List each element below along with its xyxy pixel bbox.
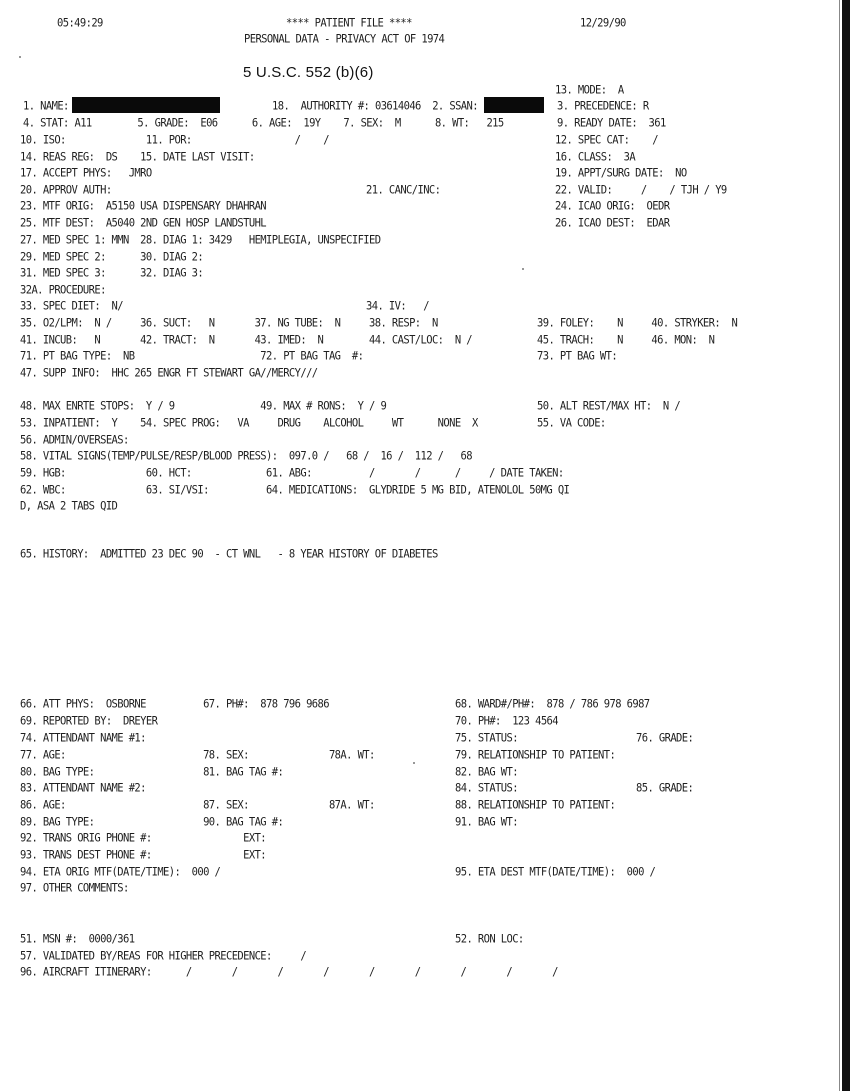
field-21-canc-inc: 21. CANC/INC: (366, 184, 441, 197)
row-o2-suct-ng-resp: 35. O2/LPM: N / 36. SUCT: N 37. NG TUBE: N 38. RESP: N (20, 317, 438, 330)
field-24-icao-orig: 24. ICAO ORIG: OEDR (555, 200, 670, 213)
field-33-spec-diet: 33. SPEC DIET: N/ (20, 300, 123, 313)
field-91-bag-wt: 91. BAG WT: (455, 816, 518, 829)
row-max-enrte-stops: 48. MAX ENRTE STOPS: Y / 9 49. MAX # RONS: Y / 9 (20, 400, 387, 413)
field-58-vital-signs: 58. VITAL SIGNS(TEMP/PULSE/RESP/BLOOD PRESS): 097.0 / 68 / 16 / 112 / 68 (20, 450, 473, 463)
row-att-phys: 66. ATT PHYS: OSBORNE 67. PH#: 878 796 9686 (20, 698, 329, 711)
row-med-spec-3: 31. MED SPEC 3: 32. DIAG 3: (20, 267, 204, 280)
field-69-reported-by: 69. REPORTED BY: DREYER (20, 715, 158, 728)
field-68-ward-ph: 68. WARD#/PH#: 878 / 786 978 6987 (455, 698, 650, 711)
field-97-other-comments: 97. OTHER COMMENTS: (20, 882, 129, 895)
row-attendant-1-bag: 80. BAG TYPE: 81. BAG TAG #: (20, 766, 284, 779)
field-57-validated-by: 57. VALIDATED BY/REAS FOR HIGHER PRECEDENCE: / (20, 950, 307, 963)
scan-edge-shadow (842, 0, 850, 1091)
field-1-name: 1. NAME: (23, 100, 69, 113)
row-attendant-1-age-sex-wt: 77. AGE: 78. SEX: 78A. WT: (20, 749, 375, 762)
field-9-ready-date: 9. READY DATE: 361 (557, 117, 666, 130)
field-19-appt-surg-date: 19. APPT/SURG DATE: NO (555, 167, 687, 180)
field-85-grade: 85. GRADE: (636, 782, 694, 795)
print-time: 05:49:29 (57, 17, 103, 30)
ssan-redaction (484, 97, 544, 113)
field-51-msn: 51. MSN #: 0000/361 (20, 933, 135, 946)
field-56-admin-overseas: 56. ADMIN/OVERSEAS: (20, 434, 129, 447)
field-70-ph: 70. PH#: 123 4564 (455, 715, 558, 728)
field-92-trans-orig-phone: 92. TRANS ORIG PHONE #: EXT: (20, 832, 267, 845)
field-65-history: 65. HISTORY: ADMITTED 23 DEC 90 - CT WNL - 8 YEAR HISTORY OF DIABETES (20, 548, 438, 561)
field-52-ron-loc: 52. RON LOC: (455, 933, 524, 946)
field-73-pt-bag-wt: 73. PT BAG WT: (537, 350, 618, 363)
field-74-attendant-1: 74. ATTENDANT NAME #1: (20, 732, 146, 745)
field-23-mtf-orig: 23. MTF ORIG: A5150 USA DISPENSARY DHAHRAN (20, 200, 267, 213)
medications-continued: D, ASA 2 TABS QID (20, 500, 118, 513)
field-82-bag-wt: 82. BAG WT: (455, 766, 518, 779)
field-88-relationship: 88. RELATIONSHIP TO PATIENT: (455, 799, 616, 812)
document-title: **** PATIENT FILE **** (286, 17, 412, 30)
field-13-mode: 13. MODE: A (555, 84, 624, 97)
field-76-grade: 76. GRADE: (636, 732, 694, 745)
row-wbc-medications: 62. WBC: 63. SI/VSI: 64. MEDICATIONS: GLYDRIDE 5 MG BID, ATENOLOL 50MG QI (20, 484, 570, 497)
field-84-status: 84. STATUS: (455, 782, 518, 795)
row-trach-mon: 45. TRACH: N 46. MON: N (537, 334, 715, 347)
field-34-iv: 34. IV: / (366, 300, 429, 313)
row-stat-grade-age-sex-wt: 4. STAT: A11 5. GRADE: E06 6. AGE: 19Y 7. SEX: M 8. WT: 215 (23, 117, 504, 130)
field-20-approv-auth: 20. APPROV AUTH: (20, 184, 112, 197)
field-32a-procedure: 32A. PROCEDURE: (20, 284, 106, 297)
field-95-eta-dest: 95. ETA DEST MTF(DATE/TIME): 000 / (455, 866, 656, 879)
field-12-spec-cat: 12. SPEC CAT: / (555, 134, 658, 147)
row-attendant-2-bag: 89. BAG TYPE: 90. BAG TAG #: (20, 816, 284, 829)
field-3-precedence: 3. PRECEDENCE: R (557, 100, 649, 113)
row-incub-tract-imed-cast: 41. INCUB: N 42. TRACT: N 43. IMED: N 44. CAST/LOC: N / (20, 334, 473, 347)
field-79-relationship: 79. RELATIONSHIP TO PATIENT: (455, 749, 616, 762)
row-inpatient-spec-prog: 53. INPATIENT: Y 54. SPEC PROG: VA DRUG ALCOHOL WT NONE X (20, 417, 478, 430)
field-47-supp-info: 47. SUPP INFO: HHC 265 ENGR FT STEWART GA//MERCY/// (20, 367, 318, 380)
field-18-authority: 18. AUTHORITY #: 03614046 2. SSAN: (272, 100, 478, 113)
print-date: 12/29/90 (580, 17, 626, 30)
scan-speck (413, 762, 415, 764)
field-83-attendant-2: 83. ATTENDANT NAME #2: (20, 782, 146, 795)
field-55-va-code: 55. VA CODE: (537, 417, 606, 430)
row-attendant-2-age-sex-wt: 86. AGE: 87. SEX: 87A. WT: (20, 799, 375, 812)
row-reas-reg: 14. REAS REG: DS 15. DATE LAST VISIT: (20, 151, 255, 164)
field-96-aircraft-itinerary: 96. AIRCRAFT ITINERARY: / / / / / / / / / (20, 966, 558, 979)
row-pt-bag-type: 71. PT BAG TYPE: NB 72. PT BAG TAG #: (20, 350, 364, 363)
field-93-trans-dest-phone: 93. TRANS DEST PHONE #: EXT: (20, 849, 267, 862)
row-med-spec-2: 29. MED SPEC 2: 30. DIAG 2: (20, 251, 204, 264)
name-redaction (72, 97, 220, 113)
scan-speck (522, 268, 524, 270)
field-75-status: 75. STATUS: (455, 732, 518, 745)
field-16-class: 16. CLASS: 3A (555, 151, 636, 164)
field-17-accept-phys: 17. ACCEPT PHYS: JMRO (20, 167, 152, 180)
row-med-spec-1: 27. MED SPEC 1: MMN 28. DIAG 1: 3429 HEMIPLEGIA, UNSPECIFIED (20, 234, 381, 247)
scan-speck (19, 56, 21, 58)
field-22-valid: 22. VALID: / / TJH / Y9 (555, 184, 727, 197)
field-50-alt-rest: 50. ALT REST/MAX HT: N / (537, 400, 681, 413)
row-foley-stryker: 39. FOLEY: N 40. STRYKER: N (537, 317, 738, 330)
exemption-stamp: 5 U.S.C. 552 (b)(6) (243, 64, 374, 81)
field-26-icao-dest: 26. ICAO DEST: EDAR (555, 217, 670, 230)
privacy-notice: PERSONAL DATA - PRIVACY ACT OF 1974 (244, 33, 445, 46)
row-hgb-hct-abg: 59. HGB: 60. HCT: 61. ABG: / / / / DATE TAKEN: (20, 467, 564, 480)
field-25-mtf-dest: 25. MTF DEST: A5040 2ND GEN HOSP LANDSTUHL (20, 217, 267, 230)
field-94-eta-orig: 94. ETA ORIG MTF(DATE/TIME): 000 / (20, 866, 221, 879)
scan-edge-line (839, 0, 840, 1091)
row-iso-por: 10. ISO: 11. POR: / / (20, 134, 329, 147)
